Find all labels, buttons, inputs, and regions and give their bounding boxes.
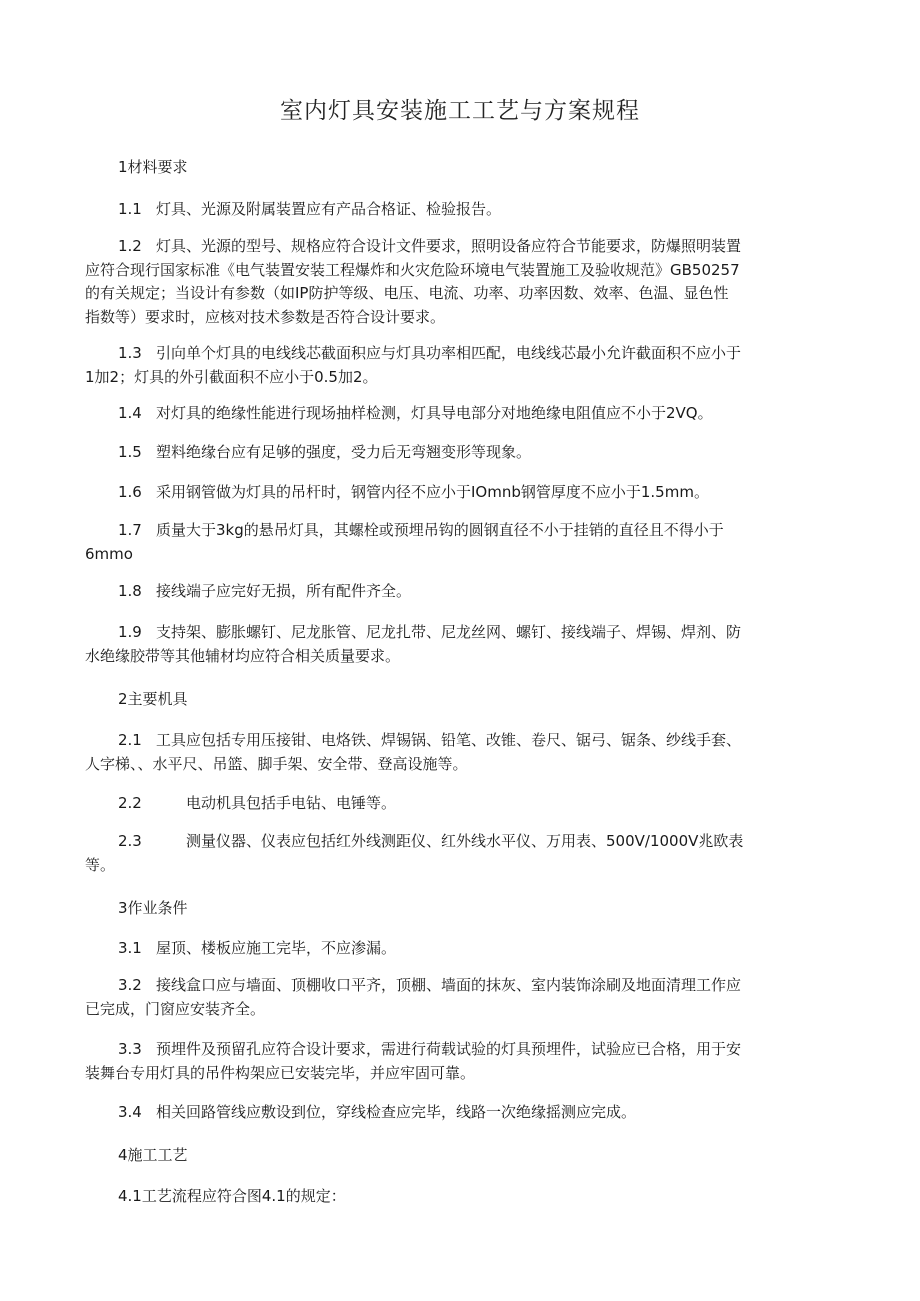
section-heading-1: 1材料要求 xyxy=(118,158,188,176)
paragraph-number: 1.1 xyxy=(118,200,142,218)
paragraph-1-1: 1.1 灯具、光源及附属装置应有产品合格证、检验报告。 xyxy=(85,198,825,222)
paragraph-1-6: 1.6 采用钢管做为灯具的吊杆时，钢管内径不应小于IOmnb钢管厚度不应小于1.5mm。 xyxy=(85,481,825,505)
paragraph-4-1: 4.1工艺流程应符合图4.1的规定： xyxy=(118,1187,346,1205)
paragraph-number: 1.5 xyxy=(118,443,142,461)
paragraph-number: 2.1 xyxy=(118,731,142,749)
paragraph-number: 1.2 xyxy=(118,237,142,255)
paragraph-number: 3.2 xyxy=(118,976,142,994)
paragraph-number: 3.4 xyxy=(118,1103,142,1121)
paragraph-1-2: 1.2 灯具、光源的型号、规格应符合设计文件要求，照明设备应符合节能要求，防爆照明装置 应符合现行国家标准《电气装置安装工程爆炸和火灾危险环境电气装置施工及验收规范》GB50257 的有关规定；当设计有参数（如IP防护等级、电压、电流、功率、功率因数、效率、色温、显色性 指数等）要求时，应核对技术参数是否符合设计要求。 xyxy=(85,237,742,326)
paragraph-number: 3.1 xyxy=(118,939,142,957)
paragraph-2-1: 2.1 工具应包括专用压接钳、电烙铁、焊锡锅、铅笔、改锥、卷尺、锯弓、锯条、纱线手套、 人字梯、、水平尺、吊篮、脚手架、安全带、登高设施等。 xyxy=(85,731,742,773)
section-heading-2: 2主要机具 xyxy=(118,690,188,708)
paragraph-1-3: 1.3 引向单个灯具的电线线芯截面积应与灯具功率相匹配，电线线芯最小允许截面积不应小于 1加2；灯具的外引截面积不应小于0.5加2。 xyxy=(85,344,742,386)
paragraph-number: 2.2 xyxy=(118,794,142,812)
paragraph-number: 1.9 xyxy=(118,623,142,641)
paragraph-3-1: 3.1 屋顶、楼板应施工完毕，不应渗漏。 xyxy=(85,937,825,961)
paragraph-3-4: 3.4 相关回路管线应敷设到位，穿线检查应完毕，线路一次绝缘摇测应完成。 xyxy=(85,1101,825,1125)
paragraph-number: 1.6 xyxy=(118,483,142,501)
paragraph-number: 1.4 xyxy=(118,404,142,422)
paragraph-number: 1.7 xyxy=(118,521,142,539)
paragraph-1-7: 1.7 质量大于3kg的悬吊灯具，其螺栓或预埋吊钩的圆钢直径不小于挂销的直径且不得小于 6mmo xyxy=(85,521,724,563)
paragraph-number: 1.3 xyxy=(118,344,142,362)
paragraph-3-2: 3.2 接线盒口应与墙面、顶棚收口平齐，顶棚、墙面的抹灰、室内装饰涂刷及地面清理工作应 已完成，门窗应安装齐全。 xyxy=(85,976,742,1018)
section-heading-4: 4施工工艺 xyxy=(118,1146,188,1164)
section-heading-3: 3作业条件 xyxy=(118,899,188,917)
page-title: 室内灯具安装施工工艺与方案规程 xyxy=(280,98,640,124)
paragraph-number: 2.3 xyxy=(118,832,142,850)
paragraph-2-2: 2.2 电动机具包括手电钻、电锤等。 xyxy=(85,792,825,816)
paragraph-1-4: 1.4 对灯具的绝缘性能进行现场抽样检测，灯具导电部分对地绝缘电阻值应不小于2VQ。 xyxy=(85,402,825,426)
paragraph-3-3: 3.3 预埋件及预留孔应符合设计要求，需进行荷载试验的灯具预埋件，试验应已合格，用于安 装舞台专用灯具的吊件构架应已安装完毕，并应牢固可靠。 xyxy=(85,1040,742,1082)
paragraph-number: 3.3 xyxy=(118,1040,142,1058)
paragraph-1-9: 1.9 支持架、膨胀螺钉、尼龙胀管、尼龙扎带、尼龙丝网、螺钉、接线端子、焊锡、焊剂、防 水绝缘胶带等其他辅材均应符合相关质量要求。 xyxy=(85,623,742,665)
paragraph-number: 1.8 xyxy=(118,582,142,600)
paragraph-1-8: 1.8 接线端子应完好无损，所有配件齐全。 xyxy=(85,580,825,604)
paragraph-1-5: 1.5 塑料绝缘台应有足够的强度，受力后无弯翘变形等现象。 xyxy=(85,441,825,465)
paragraph-2-3: 2.3 测量仪器、仪表应包括红外线测距仪、红外线水平仪、万用表、500V/1000V兆欧表 等。 xyxy=(85,832,744,874)
